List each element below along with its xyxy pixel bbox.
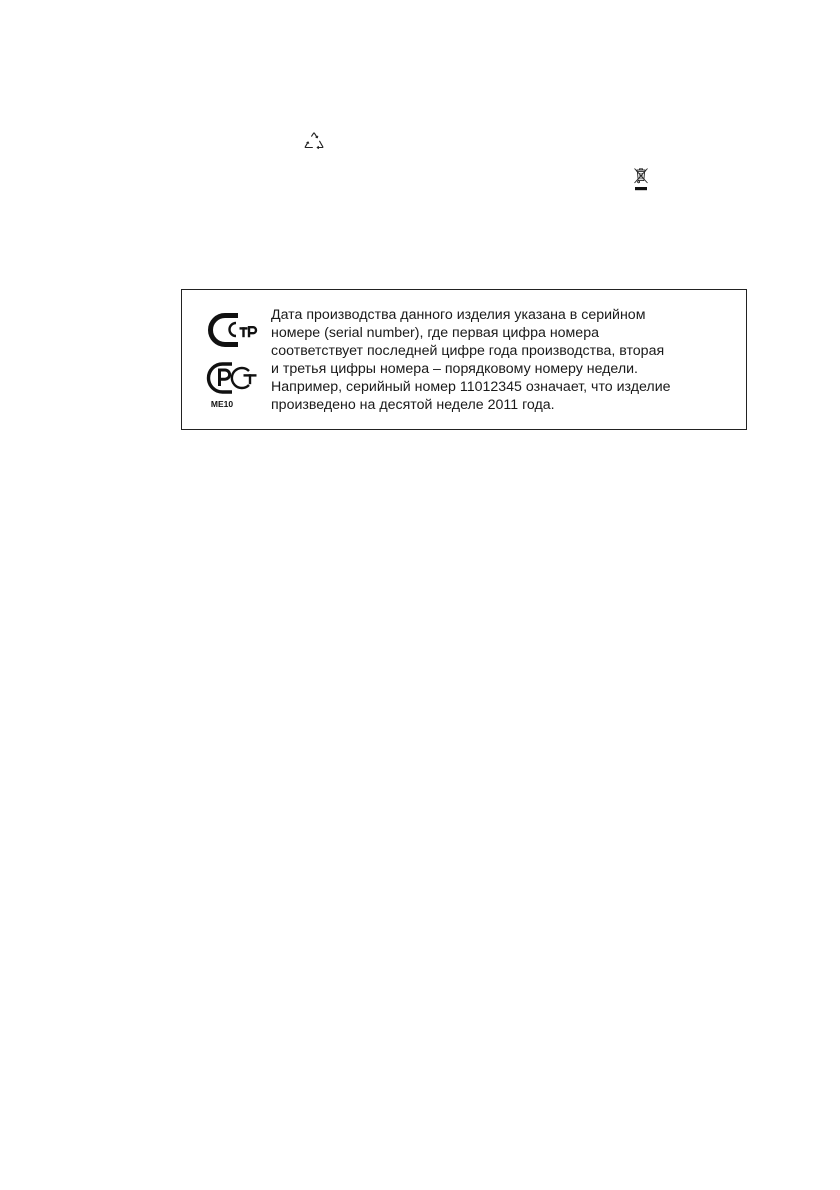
text-line: номере (serial number), где первая цифра номера: [271, 325, 599, 341]
certificate-info-box: [181, 289, 747, 430]
text-line: произведено на десятой неделе 2011 года.: [271, 397, 555, 413]
crossed-out-wheelie-bin-icon: [633, 166, 649, 194]
text-line: Например, серийный номер 11012345 означает, что изделие: [271, 379, 671, 395]
text-line: Дата производства данного изделия указана в серийном: [271, 307, 646, 323]
text-line: и третья цифры номера – порядковому номеру недели.: [271, 361, 638, 377]
text-line: соответствует последней цифре года производства, вторая: [271, 343, 665, 359]
pct-mark-icon: [205, 360, 259, 396]
serial-number-explanation: [271, 306, 741, 414]
pct-mark-code: ME10: [210, 399, 234, 409]
recycle-icon: [302, 131, 326, 155]
eac-mark-icon: [205, 310, 259, 350]
